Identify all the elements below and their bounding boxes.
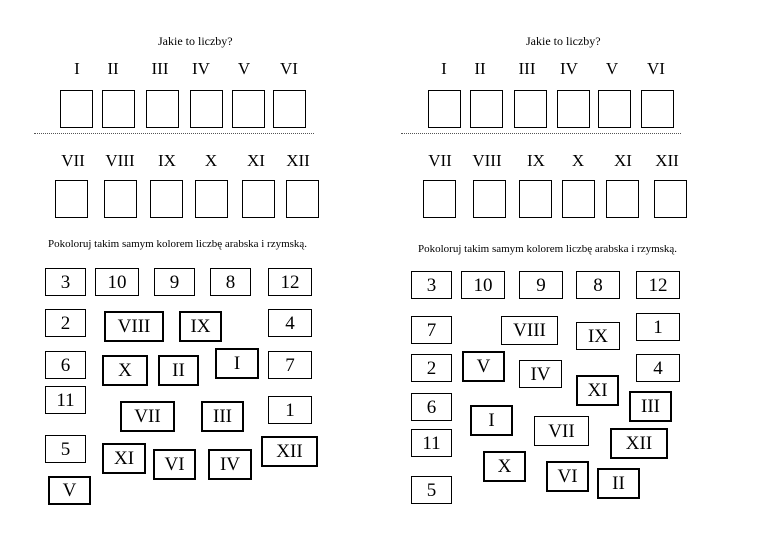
left-roman-label: III [151,59,169,78]
right-number-card[interactable]: 11 [411,429,452,457]
left-number-card[interactable]: 2 [45,309,86,337]
left-roman-label: XII [286,151,310,170]
right-roman-label: V [605,59,619,78]
left-number-card[interactable]: 10 [95,268,139,296]
right-roman-label: XII [655,151,679,170]
right-number-card[interactable]: VI [546,461,589,492]
left-roman-label: IX [158,151,176,170]
right-number-card[interactable]: VIII [501,316,558,345]
right-roman-label: I [441,59,447,78]
right-answer-box[interactable] [470,90,503,128]
right-number-card[interactable]: XI [576,375,619,406]
left-number-card[interactable]: 3 [45,268,86,296]
left-number-card[interactable]: 8 [210,268,251,296]
right-number-card[interactable]: I [470,405,513,436]
left-answer-box[interactable] [150,180,183,218]
right-title: Jakie to liczby? [526,34,601,48]
left-answer-box[interactable] [286,180,319,218]
right-number-card[interactable]: V [462,351,505,382]
left-number-card[interactable]: XII [261,436,318,467]
right-answer-box[interactable] [473,180,506,218]
left-roman-label: VIII [105,151,135,170]
right-answer-box[interactable] [557,90,590,128]
right-number-card[interactable]: 1 [636,313,680,341]
left-number-card[interactable]: 11 [45,386,86,414]
left-answer-box[interactable] [190,90,223,128]
right-number-card[interactable]: 3 [411,271,452,299]
left-number-card[interactable]: V [48,476,91,505]
left-number-card[interactable]: VI [153,449,196,480]
right-number-card[interactable]: 7 [411,316,452,344]
left-number-card[interactable]: 1 [268,396,312,424]
left-roman-label: II [107,59,119,78]
left-number-card[interactable]: VII [120,401,175,432]
right-dotted-divider [401,133,681,134]
right-number-card[interactable]: 8 [576,271,620,299]
right-roman-label: III [518,59,536,78]
right-instruction: Pokoloruj takim samym kolorem liczbę arabska i rzymską. [418,243,678,255]
left-number-card[interactable]: 6 [45,351,86,379]
right-roman-label: IX [527,151,545,170]
right-roman-label: II [474,59,486,78]
right-number-card[interactable]: II [597,468,640,499]
right-number-card[interactable]: VII [534,416,589,446]
right-answer-box[interactable] [423,180,456,218]
right-number-card[interactable]: XII [610,428,668,459]
right-number-card[interactable]: III [629,391,672,422]
left-answer-box[interactable] [195,180,228,218]
right-number-card[interactable]: IX [576,322,620,350]
left-answer-box[interactable] [232,90,265,128]
left-answer-box[interactable] [102,90,135,128]
right-number-card[interactable]: 9 [519,271,563,299]
left-number-card[interactable]: 4 [268,309,312,337]
left-number-card[interactable]: 7 [268,351,312,379]
right-number-card[interactable]: 5 [411,476,452,504]
right-number-card[interactable]: 2 [411,354,452,382]
left-answer-box[interactable] [104,180,137,218]
left-roman-label: XI [247,151,265,170]
right-number-card[interactable]: 10 [461,271,505,299]
left-number-card[interactable]: IX [179,311,222,342]
left-number-card[interactable]: III [201,401,244,432]
left-number-card[interactable]: IV [208,449,252,480]
left-number-card[interactable]: VIII [104,311,164,342]
left-number-card[interactable]: 9 [154,268,195,296]
right-answer-box[interactable] [641,90,674,128]
right-roman-label: XI [614,151,632,170]
left-answer-box[interactable] [55,180,88,218]
right-number-card[interactable]: IV [519,360,562,388]
left-number-card[interactable]: X [102,355,148,386]
right-roman-label: IV [560,59,578,78]
right-answer-box[interactable] [519,180,552,218]
left-roman-label: VI [280,59,298,78]
right-number-card[interactable]: 4 [636,354,680,382]
right-answer-box[interactable] [598,90,631,128]
left-answer-box[interactable] [242,180,275,218]
left-number-card[interactable]: XI [102,443,146,474]
left-dotted-divider [34,133,314,134]
right-roman-label: VI [647,59,665,78]
left-number-card[interactable]: 5 [45,435,86,463]
right-roman-label: VII [428,151,452,170]
right-answer-box[interactable] [654,180,687,218]
right-number-card[interactable]: X [483,451,526,482]
right-answer-box[interactable] [606,180,639,218]
right-answer-box[interactable] [428,90,461,128]
right-answer-box[interactable] [562,180,595,218]
left-roman-label: V [237,59,251,78]
left-number-card[interactable]: II [158,355,199,386]
left-answer-box[interactable] [146,90,179,128]
left-answer-box[interactable] [273,90,306,128]
left-roman-label: I [74,59,80,78]
right-number-card[interactable]: 12 [636,271,680,299]
left-roman-label: X [204,151,218,170]
left-answer-box[interactable] [60,90,93,128]
left-roman-label: VII [61,151,85,170]
left-number-card[interactable]: 12 [268,268,312,296]
left-instruction: Pokoloruj takim samym kolorem liczbę arabska i rzymską. [48,238,308,250]
left-number-card[interactable]: I [215,348,259,379]
left-roman-label: IV [192,59,210,78]
right-answer-box[interactable] [514,90,547,128]
right-roman-label: VIII [472,151,502,170]
right-number-card[interactable]: 6 [411,393,452,421]
right-roman-label: X [571,151,585,170]
left-title: Jakie to liczby? [158,34,233,48]
